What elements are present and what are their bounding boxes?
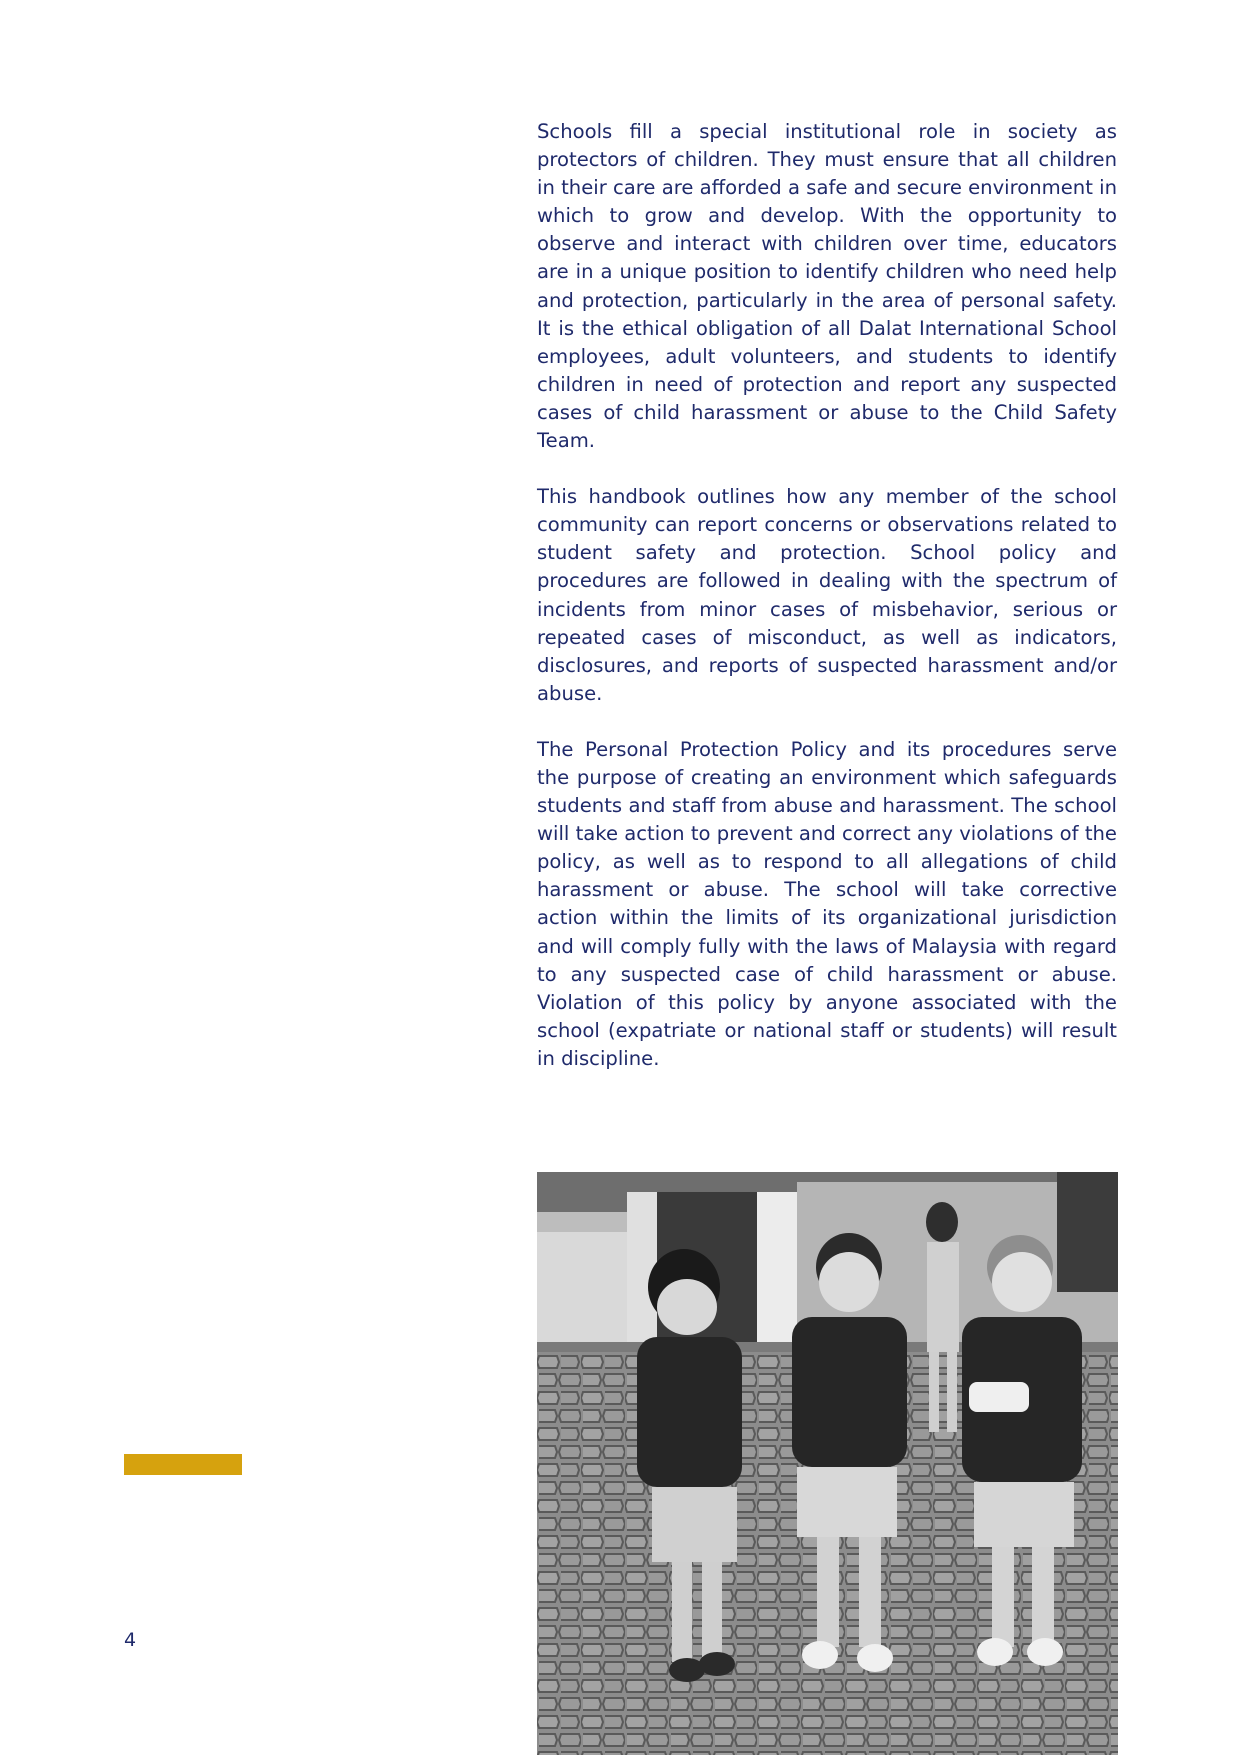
students-photo <box>537 1172 1118 1755</box>
accent-bar <box>124 1454 242 1475</box>
paragraph-policy: The Personal Protection Policy and its procedures serve the purpose of creating an environment which safeguards students and staff from abuse and harassment. The school will take action to prevent and correct any violations of the policy, as well as to respond to all allegations of child harassment or abuse. The school will take corrective action within the limits of its organizational jurisdiction and will comply fully with the laws of Malaysia with regard to any suspected case of child harassment or abuse. Violation of this policy by anyone associated with the school (expatriate or national staff or students) will result in discipline. <box>537 737 1117 1070</box>
body-text <box>537 118 1117 1101</box>
paragraph-handbook: This handbook outlines how any member of the school community can report concerns or observations related to student safety and protection. School policy and procedures are followed in dealing with the spectrum of incidents from minor cases of misbehavior, serious or repeated cases of misconduct, as well as indicators, disclosures, and reports of suspected harassment and/or abuse. <box>537 485 1117 705</box>
paragraph-intro: Schools fill a special institutional role in society as protectors of children. They must ensure that all children in their care are afforded a safe and secure environment in which to grow and develop. With the opportunity to observe and interact with children over time, educators are in a unique position to identify children who need help and protection, particularly in the area of personal safety. It is the ethical obligation of all Dalat International School employees, adult volunteers, and students to identify children in need of protection and report any suspected cases of child harassment or abuse to the Child Safety Team. <box>537 120 1117 453</box>
page-number: 4 <box>124 1629 137 1651</box>
